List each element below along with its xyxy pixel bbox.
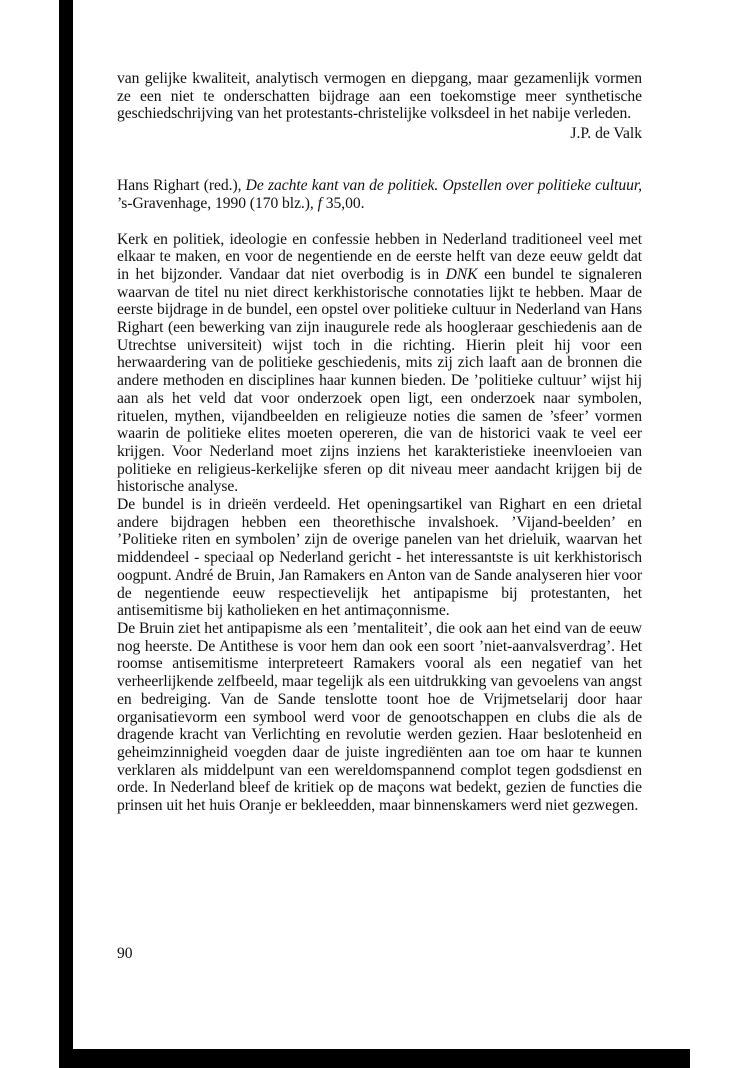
journal-abbreviation: DNK <box>445 265 478 283</box>
paragraph-1-text-b: een bundel te signaleren waarvan de titel nu niet direct kerkhistorische connotaties lijkt te hebben. Maar de eerste bijdrage in de bundel, een opstel over politieke cultuur in Nederland van Hans Righart (een bewerking van zijn inaugurele rede als hoogleraar geschiedenis aan de Utrechtse universiteit) wijst toch in die richting. Hierin pleit hij voor een herwaardering van de politieke geschiedenis, mits zij zich laaft aan de bronnen die andere methoden en disciplines haar kunnen bieden. De ’politieke cultuur’ wijst hij aan als het veld dat voor onderzoek open ligt, een onderzoek naar symbolen, rituelen, mythen, vijandbeelden en religieuze noties die samen de ’sfeer’ vormen waarin de politieke elites moeten opereren, die van de historici vaak te veel eer krijgen. Voor Nederland moet zijns inziens het karakteristieke ineenvloeien van politieke en religieus-kerkelijke sferen op dit niveau meer aandacht krijgen bij de historische analyse. <box>117 265 642 496</box>
citation-publisher: ’s-Gravenhage, 1990 (170 blz.), <box>117 194 314 212</box>
scan-left-border <box>59 0 73 1068</box>
review-paragraph-1 <box>117 231 642 497</box>
review-paragraph-2: De bundel is in drieën verdeeld. Het openingsartikel van Righart en een drietal andere bijdragen hebben een theorethische invalshoek. ’Vijand-beelden’ en ’Politieke riten en symbolen’ zijn de overige panelen van het drieluik, waarvan het middendeel - speciaal op Nederland gericht - het interessantste is uit kerkhistorisch oogpunt. André de Bruin, Jan Ramakers en Anton van de Sande analyseren hier voor de negentiende eeuw respectievelijk het antipapisme bij protestanten, het antisemitisme bij katholieken en het antimaçonnisme. <box>117 496 642 620</box>
reviewer-signature: J.P. de Valk <box>570 125 642 143</box>
citation-price-symbol: f <box>317 194 322 212</box>
book-citation <box>117 177 642 212</box>
citation-title: De zachte kant van de politiek. Opstellen over politieke cultuur, <box>245 177 642 195</box>
intro-paragraph: van gelijke kwaliteit, analytisch vermogen en diepgang, maar gezamenlijk vormen ze een niet te onderschatten bijdrage aan een toekomstige meer synthetische geschiedschrijving van het protestants-christelijke volksdeel in het nabije verleden. <box>117 70 642 123</box>
scan-bottom-border <box>59 1049 690 1068</box>
review-paragraph-3: De Bruin ziet het antipapisme als een ’mentaliteit’, die ook aan het eind van de eeuw nog heerste. De Antithese is voor hem dan ook een soort ’niet-aanvalsverdrag’. Het roomse antisemitisme interpreteert Ramakers vooral als een negatief van het verheerlijkende zelfbeeld, maar tegelijk als een uitdrukking van gevoelens van angst en bedreiging. Van de Sande tenslotte toont hoe de Vrijmetselarij door haar organisatievorm een symbool werd voor de genootschappen en clubs die als de dragende kracht van Verlichting en revolutie werden gezien. Haar beslotenheid en geheimzinnigheid voegden daar de juiste ingrediënten aan toe om haar te kunnen verklaren als middelpunt van een wereldomspannend complot tegen godsdienst en orde. In Nederland bleef de kritiek op de maçons wat bedekt, gezien de functies die prinsen uit het huis Oranje er bekleedden, maar binnenskamers werd niet gezwegen. <box>117 619 642 815</box>
page-number: 90 <box>117 945 133 962</box>
page-body <box>117 70 642 815</box>
paragraph-1-text-a: Kerk en politiek, ideologie en confessie hebben in Nederland traditioneel veel met elkaar te maken, en voor de negentiende en de eerste helft van deze eeuw geldt dat in het bijzonder. Vandaar dat niet overbodig is in <box>117 230 642 283</box>
citation-author: Hans Righart (red.), <box>117 177 242 195</box>
citation-price: 35,00. <box>325 194 365 212</box>
